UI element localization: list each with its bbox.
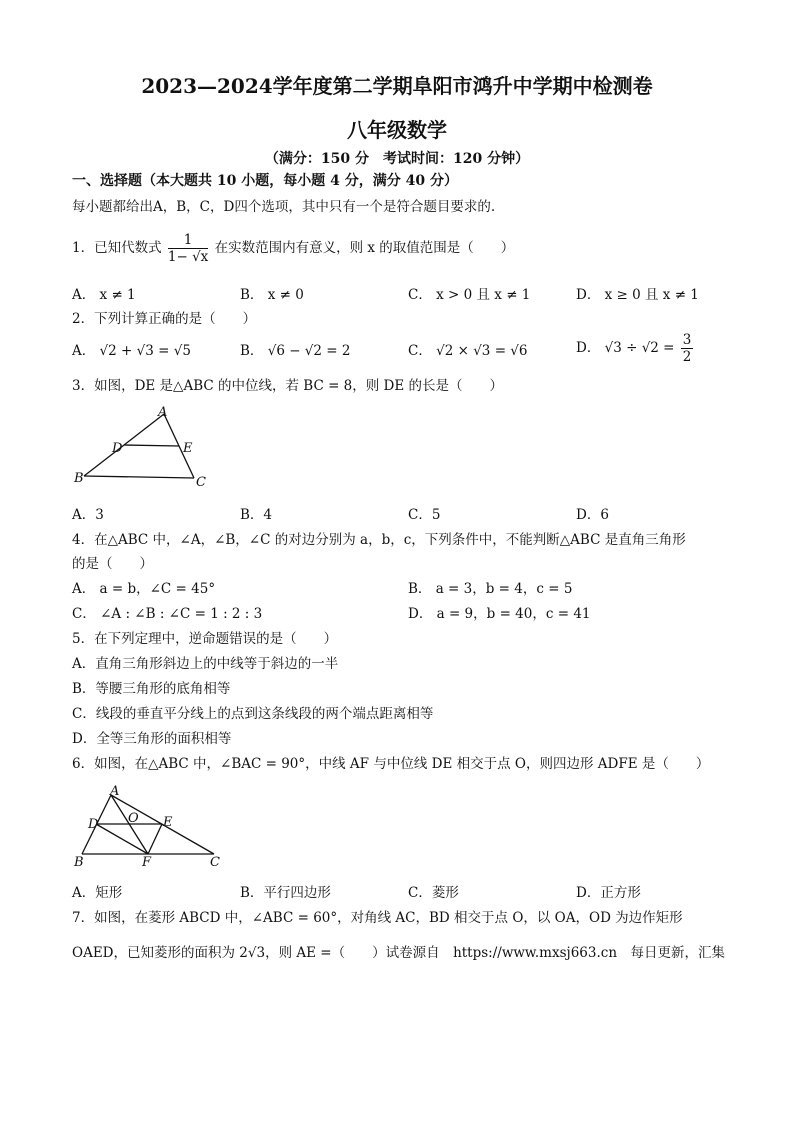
q3-side-bc — [84, 476, 194, 478]
q2-d-fraction — [681, 332, 694, 365]
question-6: 6．如图，在△ABC 中，∠BAC = 90°，中线 AF 与中位线 DE 相交于点 O，则四边形 ADFE 是（ ） — [72, 756, 710, 772]
question-2: 2．下列计算正确的是（ ） — [72, 311, 257, 327]
q3-label-c: C — [196, 475, 206, 490]
q6-option-c: C．菱形 — [408, 885, 459, 901]
question-1 — [72, 232, 514, 265]
q1-fraction — [168, 232, 208, 265]
q6-label-o: O — [128, 811, 139, 826]
q4-option-b: B． a = 3，b = 4，c = 5 — [408, 581, 573, 597]
q6-option-a: A．矩形 — [72, 885, 123, 901]
q1-frac-den: 1− √x — [167, 249, 209, 265]
q1-prefix: 1．已知代数式 — [72, 240, 162, 256]
q3-label-b: B — [74, 471, 84, 486]
q2-option-d-text: D． √3 ÷ √2 = — [576, 340, 679, 356]
q6-option-d: D．正方形 — [576, 885, 641, 901]
question-7-line1: 7．如图，在菱形 ABCD 中，∠ABC = 60°，对角线 AC，BD 相交于点 O，以 OA，OD 为边作矩形 — [72, 910, 683, 926]
q1-suffix: 在实数范围内有意义，则 x 的取值范围是（ ） — [214, 240, 515, 256]
q6-label-e: E — [163, 815, 173, 830]
q4-option-c: C． ∠A : ∠B : ∠C = 1 : 2 : 3 — [72, 606, 263, 622]
q3-option-a: A．3 — [72, 507, 104, 523]
q5-option-d: D．全等三角形的面积相等 — [72, 731, 232, 747]
question-7-line2: OAED，已知菱形的面积为 2√3，则 AE =（ ）试卷源自 https://www.mxsj663.cn 每日更新，汇集 — [72, 945, 726, 961]
q3-option-c: C．5 — [408, 507, 441, 523]
q2-option-a: A． √2 + √3 = √5 — [72, 343, 191, 359]
q6-segment-df — [96, 824, 148, 854]
question-4-line1: 4．在△ABC 中，∠A，∠B，∠C 的对边分别为 a，b，c，下列条件中，不能判断△ABC 是直角三角形 — [72, 532, 686, 548]
q6-label-d: D — [88, 817, 99, 832]
q6-segment-ef — [148, 824, 162, 854]
q3-segment-de — [124, 445, 179, 446]
q5-option-a: A．直角三角形斜边上的中线等于斜边的一半 — [72, 656, 339, 672]
q6-option-b: B．平行四边形 — [240, 885, 331, 901]
question-4-line2: 的是（ ） — [72, 556, 153, 572]
section-instruction: 每小题都给出A，B，C，D四个选项，其中只有一个是符合题目要求的. — [72, 199, 496, 215]
exam-meta: （满分：150 分 考试时间：120 分钟） — [264, 151, 530, 167]
q5-option-b: B．等腰三角形的底角相等 — [72, 681, 231, 697]
q3-option-d: D．6 — [576, 507, 609, 523]
q3-label-e: E — [183, 441, 193, 456]
q2-option-b: B． √6 − √2 = 2 — [240, 343, 351, 359]
q6-label-b: B — [74, 855, 84, 870]
q1-option-b: B． x ≠ 0 — [240, 287, 304, 303]
question-5: 5．在下列定理中，逆命题错误的是（ ） — [72, 631, 338, 647]
q3-triangle-figure — [70, 404, 220, 494]
q2-d-frac-num: 3 — [682, 332, 692, 348]
q3-option-b: B．4 — [240, 507, 273, 523]
q1-frac-num: 1 — [168, 232, 208, 249]
q1-option-c: C． x > 0 且 x ≠ 1 — [408, 287, 531, 303]
q3-label-d: D — [112, 441, 123, 456]
q6-label-a: A — [110, 784, 120, 799]
exam-subtitle: 八年级数学 — [347, 118, 447, 142]
question-3: 3．如图，DE 是△ABC 的中位线，若 BC = 8，则 DE 的长是（ ） — [72, 378, 504, 394]
q4-option-a: A． a = b，∠C = 45° — [72, 581, 216, 597]
q1-option-a: A． x ≠ 1 — [72, 287, 136, 303]
q5-option-c: C．线段的垂直平分线上的点到这条线段的两个端点距离相等 — [72, 706, 434, 722]
q2-d-frac-den: 2 — [682, 349, 692, 365]
q2-option-c: C． √2 × √3 = √6 — [408, 343, 528, 359]
exam-title: 2023—2024学年度第二学期阜阳市鸿升中学期中检测卷 — [141, 74, 653, 98]
q3-label-a: A — [158, 405, 168, 420]
q6-label-c: C — [210, 855, 220, 870]
q4-option-d: D． a = 9，b = 40，c = 41 — [408, 606, 591, 622]
section-heading: 一、选择题（本大题共 10 小题，每小题 4 分，满分 40 分） — [72, 173, 458, 189]
q6-triangle-figure — [70, 784, 230, 874]
q6-label-f: F — [142, 855, 152, 870]
q2-option-d — [576, 332, 695, 365]
q1-option-d: D． x ≥ 0 且 x ≠ 1 — [576, 287, 699, 303]
